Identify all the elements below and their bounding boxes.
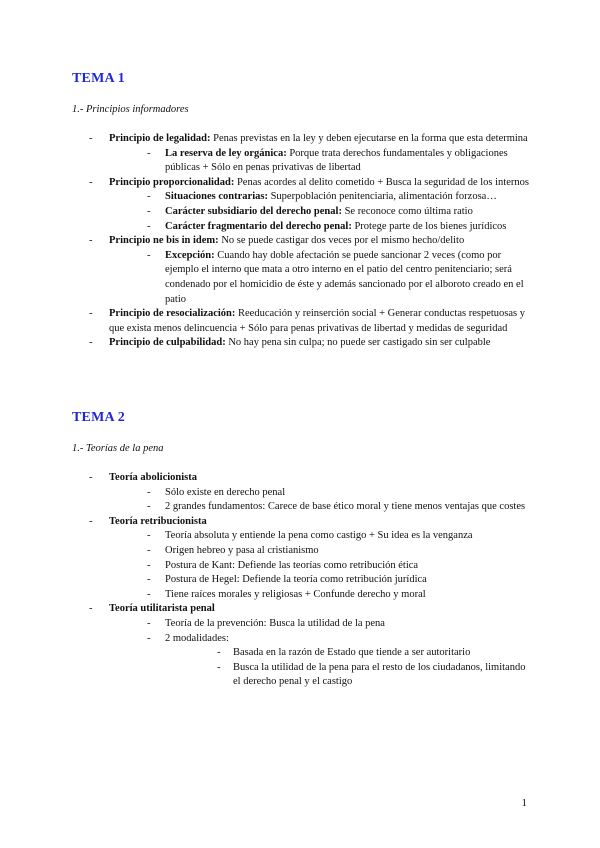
item-text: No hay pena sin culpa; no puede ser castigado sin ser culpable [225,337,491,349]
sub-sub-item-text: Busca la utilidad de la pena para el resto de los ciudadanos, limitando el derecho penal y el castigo [233,661,526,688]
tema-2-section-title: 1.- Teorías de la pena [72,443,164,454]
sub-list-item [129,529,529,544]
sub-item-text: Teoría de la prevención: Busca la utilidad de la pena [165,617,385,629]
sub-list-item [129,190,529,205]
item-heading: Principio de culpabilidad: [109,337,226,349]
sub-item-heading: Situaciones contrarias: [165,191,268,203]
list-item [89,176,529,234]
page-number: 1 [521,797,527,809]
list-item [89,307,529,336]
sub-list [109,190,529,234]
sub-item-text: 2 grandes fundamentos: Carece de base ético moral y tiene menos ventajas que costes [165,501,526,513]
sub-list-item [129,632,529,690]
sub-item-text: Cuando hay doble afectación se puede sancionar 2 veces (como por ejemplo el interno que mata a otro interno en el patio del centro penitenciario; será condenado por el homicidio de éste y además sancionado por el alboroto creado en el patio [165,249,524,305]
sub-list-item [129,544,529,559]
list-item [89,336,529,351]
list-item [89,132,529,176]
sub-item-heading: Excepción: [165,249,215,261]
sub-sub-item-text: Basada en la razón de Estado que tiende a ser autoritario [233,647,471,659]
item-text: No se puede castigar dos veces por el mismo hecho/delito [218,235,465,247]
sub-item-text: Tiene raíces morales y religiosas + Confunde derecho y moral [165,588,426,600]
sub-item-text: Teoría absoluta y entiende la pena como castigo + Su idea es la venganza [165,530,473,542]
sub-list-item [129,220,529,235]
sub-item-text: Origen hebreo y pasa al cristianismo [165,544,319,556]
sub-list-item [129,500,529,515]
item-heading: Teoría abolicionista [109,472,197,483]
sub-item-text: Postura de Hegel: Defiende la teoría como retribución jurídica [165,574,427,586]
item-heading: Teoría utilitarista penal [109,603,215,615]
item-text: Reeducación y reinserción social + Generar conductas respetuosas y que exista menos delincuencia + Sólo para penas privativas de libertad y medidas de seguridad [109,308,525,334]
sub-sub-list [165,646,529,690]
sub-list-item [129,617,529,632]
sub-list [109,147,529,176]
sub-sub-list-item [199,646,529,661]
item-heading: Principio ne bis in idem: [109,235,219,247]
sub-list-item [129,573,529,588]
sub-list-item [129,249,529,307]
item-heading: Principio de legalidad: [109,133,211,144]
sub-item-text: Protege parte de los bienes jurídicos [351,220,507,232]
list-item [89,602,529,690]
tema-2-list [89,471,529,690]
sub-item-text: Porque trata derechos fundamentales y obligaciones públicas + Sólo en penas privativas de libertad [165,147,508,174]
sub-item-text: Postura de Kant: Defiende las teorías como retribución ética [165,559,419,571]
list-item [89,471,529,515]
sub-list-item [129,588,529,603]
sub-item-heading: Carácter fragmentario del derecho penal: [165,220,352,232]
item-text: Penas previstas en la ley y deben ejecutarse en la forma que esta determina [210,133,528,144]
tema-1-section-title: 1.- Principios informadores [72,104,189,115]
sub-list [109,486,529,515]
sub-list [109,529,529,602]
sub-sub-list-item [199,661,529,690]
sub-list [109,249,529,307]
tema-1-list [89,132,529,351]
sub-list-item [129,486,529,501]
item-heading: Teoría retribucionista [109,515,207,527]
sub-list-item [129,147,529,176]
sub-item-text: Superpoblación penitenciaria, alimentación forzosa… [267,191,497,203]
sub-list-item [129,205,529,220]
list-item [89,515,529,603]
sub-item-text: Sólo existe en derecho penal [165,486,286,498]
list-item [89,234,529,307]
sub-list [109,617,529,690]
sub-item-heading: La reserva de ley orgánica: [165,147,287,159]
sub-list-item [129,559,529,574]
item-heading: Principio proporcionalidad: [109,176,235,188]
sub-item-heading: Carácter subsidiario del derecho penal: [165,205,342,217]
item-text: Penas acordes al delito cometido + Busca la seguridad de los internos [234,176,529,188]
tema-2-heading: TEMA 2 [72,410,125,425]
tema-1-heading: TEMA 1 [72,71,125,86]
item-heading: Principio de resocialización: [109,308,236,320]
sub-item-text: 2 modalidades: [165,632,229,644]
sub-item-text: Se reconoce como última ratio [341,205,473,217]
